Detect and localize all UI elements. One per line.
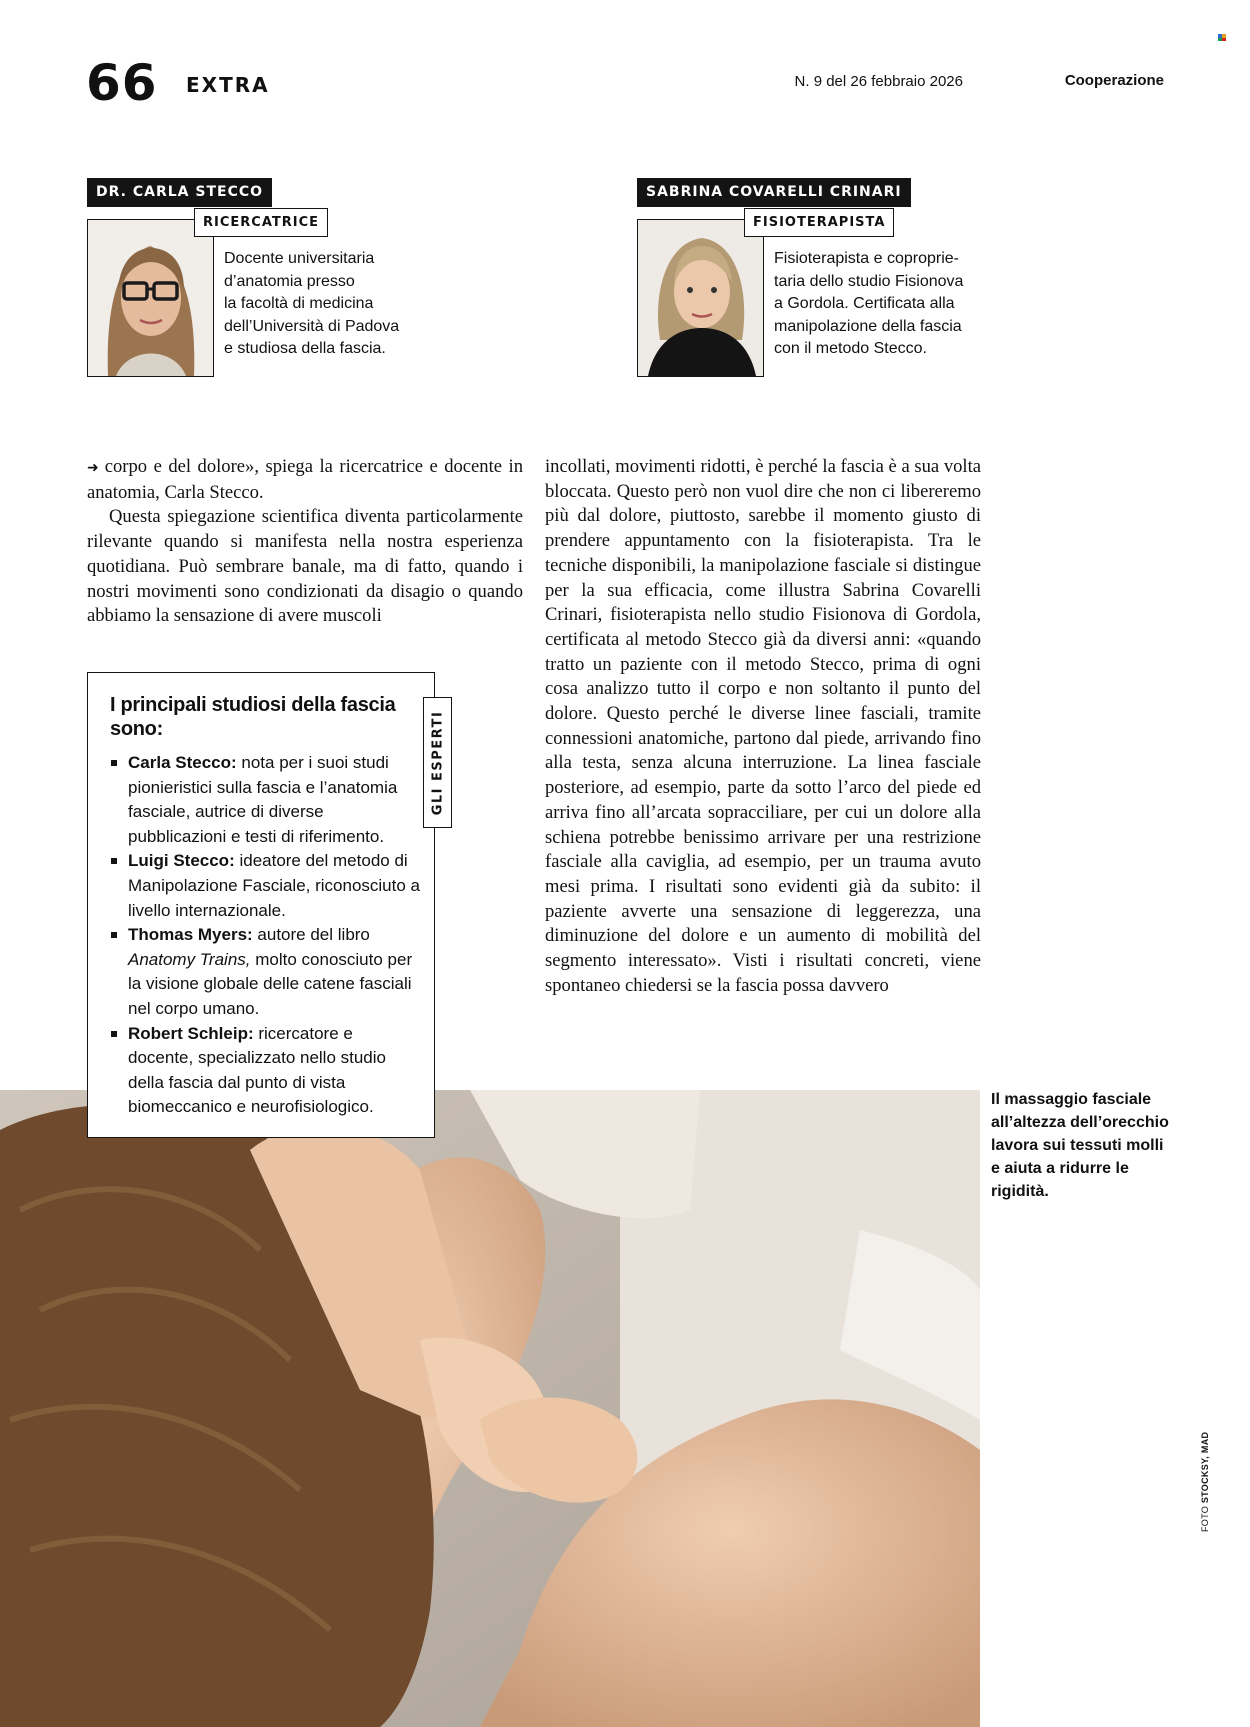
article-paragraph: Questa spiegazione scientifica diventa particolarmente rilevante quando si manifesta nella nostra esperienza quotidiana. Può sembrare banale, ma di fatto, quando i nostri movimenti sono condizionati da disagio o quando abbiamo la sensazione di avere muscoli (87, 506, 523, 627)
article-paragraph: incollati, movimenti ridotti, è perché la fascia è a sua volta bloccata. Questo però non vuol dire che non ci libereremo più dal dolore, piuttosto, sarebbe il momento giusto di prendere appuntamento con la fisioterapista. Tra le tecniche disponibili, la manipolazione fasciale si distingue per la sua efficacia, come illustra Sabrina Covarelli Crinari, fisioterapista nello studio Fisionova di Gordola, certificata al metodo Stecco già da diversi anni: «quando tratto un paziente con il metodo Stecco, prima di ogni cosa analizzo tutto il corpo e non soltanto il punto del dolore. Questo perché le diverse linee fasciali, tramite connessioni anatomiche, partono dal piede, arrivando fino alla testa, senza alcuna interruzione. La linea fasciale posteriore, ad esempio, parte da sotto l’arco del piede ed arriva fino all’arcata sopracciliare, per cui un dolore alla schiena potrebbe benissimo arrivare per una restrizione fasciale alla caviglia, ad esempio, per un trauma avuto mesi prima. I risultati sono evidenti già da subito: il paziente avverte una sensazione di leggerezza, una diminuzione del dolore e un aumento di mobilità del segmento interessato». Visti i risultati concreti, viene spontaneo chiedersi se la fascia possa davvero (545, 456, 981, 996)
scholar-description: nota per i suoi studi pionieristici sulla fascia e l’anatomia fasciale, autrice di diverse pubblicazioni e testi di riferimento. (128, 753, 398, 846)
bio-line: con il metodo Stecco. (774, 340, 927, 357)
book-title: Anatomy Trains, (128, 949, 251, 969)
scholar-description: autore del libro (252, 925, 370, 945)
scholar-name: Thomas Myers: (128, 925, 253, 945)
continuation-arrow-icon: ➜ (87, 460, 99, 476)
bio-line: dell’Università di Padova (224, 317, 400, 335)
scholar-name: Luigi Stecco: (128, 851, 235, 871)
article-paragraph (87, 455, 523, 505)
article-column-2 (545, 455, 981, 998)
bio-line: a Gordola. Certificata alla (774, 295, 955, 312)
bio-line: la facoltà di medicina (224, 295, 374, 312)
article-text: corpo e del dolore», spiega la ricercatrice e docente in anatomia, Carla Stecco. (87, 456, 523, 503)
issue-date: N. 9 del 26 febbraio 2026 (794, 73, 963, 90)
credit-source: STOCKSY, MAD (1200, 1431, 1210, 1504)
list-item (110, 849, 420, 923)
expert-bio-sabrina-covarelli-crinari (774, 248, 994, 361)
list-item (110, 1022, 420, 1120)
list-item (110, 751, 420, 849)
sidebar-title: I principali studiosi della fascia sono: (110, 694, 396, 740)
expert-name-carla-stecco: DR. CARLA STECCO (87, 178, 272, 207)
article-column-1 (87, 455, 523, 629)
sidebar-tab (423, 697, 452, 828)
list-item (110, 923, 420, 1021)
publication-name: Cooperazione (1064, 72, 1164, 89)
bio-line: Docente universitaria (224, 250, 375, 267)
section-label: EXTRA (186, 73, 270, 97)
scholar-description: ideatore del metodo di Manipolazione Fasciale, riconosciuto a livello internazionale. (128, 851, 420, 920)
expert-role-sabrina-covarelli-crinari: FISIOTERAPISTA (744, 208, 894, 237)
bio-line: Fisioterapista e coproprie- (774, 250, 959, 267)
photo-caption: Il massaggio fasciale all’altezza dell’orecchio lavora sui tessuti molli e aiuta a ridurre le rigidità. (991, 1091, 1169, 1200)
credit-label: FOTO (1200, 1505, 1210, 1532)
portrait-sabrina-covarelli-crinari (637, 219, 764, 377)
expert-role-carla-stecco: RICERCATRICE (194, 208, 328, 237)
sidebar-list (110, 751, 420, 1120)
photo-credit (1200, 1432, 1210, 1532)
page-number: 66 (86, 54, 158, 112)
experts-sidebar-box (87, 672, 435, 1138)
bio-line: taria dello studio Fisionova (774, 272, 964, 290)
massage-photo (0, 1090, 980, 1727)
sidebar-tab-label: GLI ESPERTI (430, 710, 445, 815)
registration-mark-icon (1218, 34, 1226, 41)
expert-name-sabrina-covarelli-crinari: SABRINA COVARELLI CRINARI (637, 178, 911, 207)
bio-line: manipolazione della fascia (774, 317, 962, 335)
portrait-carla-stecco (87, 219, 214, 377)
bio-line: d’anatomia presso (224, 272, 355, 290)
scholar-name: Carla Stecco: (128, 753, 237, 772)
scholar-description: ricercatore e docente, specializzato nello studio della fascia dal punto di vista biomeccanico e neurofisiologico. (128, 1023, 386, 1117)
scholar-description: molto conosciuto per la visione globale delle catene fasciali nel corpo umano. (128, 949, 413, 1018)
bio-line: e studiosa della fascia. (224, 340, 386, 357)
scholar-name: Robert Schleip: (128, 1023, 254, 1043)
expert-bio-carla-stecco (224, 248, 424, 361)
